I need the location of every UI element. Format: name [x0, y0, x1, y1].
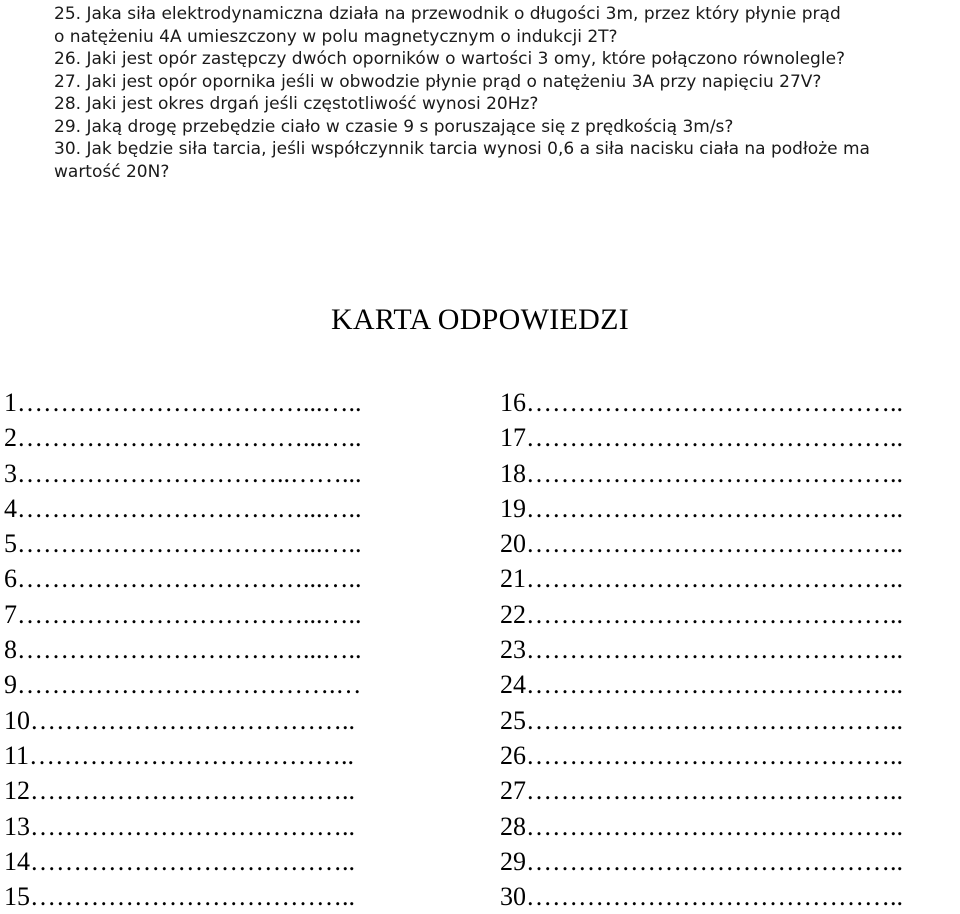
answer-line: 18…………………………………….. — [500, 458, 903, 488]
answer-line: 11……………………………….. — [4, 740, 355, 770]
answer-line: 19…………………………………….. — [500, 493, 903, 523]
answer-column-left — [4, 385, 466, 914]
answer-line: 8……………………………...….. — [4, 635, 362, 665]
answer-line: 29…………………………………….. — [500, 846, 903, 876]
answer-line: 2……………………………...….. — [4, 423, 362, 453]
answer-line: 25…………………………………….. — [500, 705, 903, 735]
answer-line: 22…………………………………….. — [500, 599, 903, 629]
question-26: 26. Jaki jest opór zastępczy dwóch oporników o wartości 3 omy, które połączono równolegle? — [54, 49, 846, 69]
answer-line: 26…………………………………….. — [500, 740, 903, 770]
answer-line: 9……………………………….… — [4, 670, 362, 700]
answer-line: 24…………………………………….. — [500, 670, 903, 700]
question-28: 28. Jaki jest okres drgań jeśli częstotliwość wynosi 20Hz? — [54, 94, 539, 114]
answer-line: 3…………………………..……... — [4, 458, 362, 488]
answer-column-right — [500, 385, 960, 914]
answer-line: 1……………………………...….. — [4, 388, 362, 417]
question-29: 29. Jaką drogę przebędzie ciało w czasie 9 s poruszające się z prędkością 3m/s? — [54, 116, 734, 137]
answer-line: 10……………………………….. — [4, 705, 355, 735]
answer-sheet-title: KARTA ODPOWIEDZI — [330, 303, 630, 336]
answer-line: 4……………………………...….. — [4, 493, 362, 523]
answer-line: 16…………………………………….. — [500, 388, 903, 417]
answer-line: 14……………………………….. — [4, 846, 355, 876]
answer-line: 15……………………………….. — [4, 882, 355, 912]
answer-line: 20…………………………………….. — [500, 529, 903, 559]
answer-line: 27…………………………………….. — [500, 776, 903, 806]
question-25-line-1: 25. Jaka siła elektrodynamiczna działa na przewodnik o długości 3m, przez który płynie prąd — [54, 4, 841, 24]
answer-line: 13……………………………….. — [4, 811, 355, 841]
answer-line: 17…………………………………….. — [500, 423, 903, 453]
answer-line: 6……………………………...….. — [4, 564, 362, 594]
answer-line: 21…………………………………….. — [500, 564, 903, 594]
answer-line: 28…………………………………….. — [500, 811, 903, 841]
answer-line: 12……………………………….. — [4, 776, 355, 806]
answer-line: 5……………………………...….. — [4, 529, 362, 559]
question-27: 27. Jaki jest opór opornika jeśli w obwodzie płynie prąd o natężeniu 3A przy napięciu 27V? — [54, 71, 822, 92]
question-list — [54, 3, 954, 183]
question-25-line-2: o natężeniu 4A umieszczony w polu magnetycznym o indukcji 2T? — [54, 26, 618, 47]
answer-line: 7……………………………...….. — [4, 599, 362, 629]
answer-line: 23…………………………………….. — [500, 635, 903, 665]
question-30: 30. Jak będzie siła tarcia, jeśli współczynnik tarcia wynosi 0,6 a siła nacisku ciała na podłoże ma wartość 20N? — [54, 139, 870, 182]
answer-line: 30…………………………………….. — [500, 882, 903, 912]
